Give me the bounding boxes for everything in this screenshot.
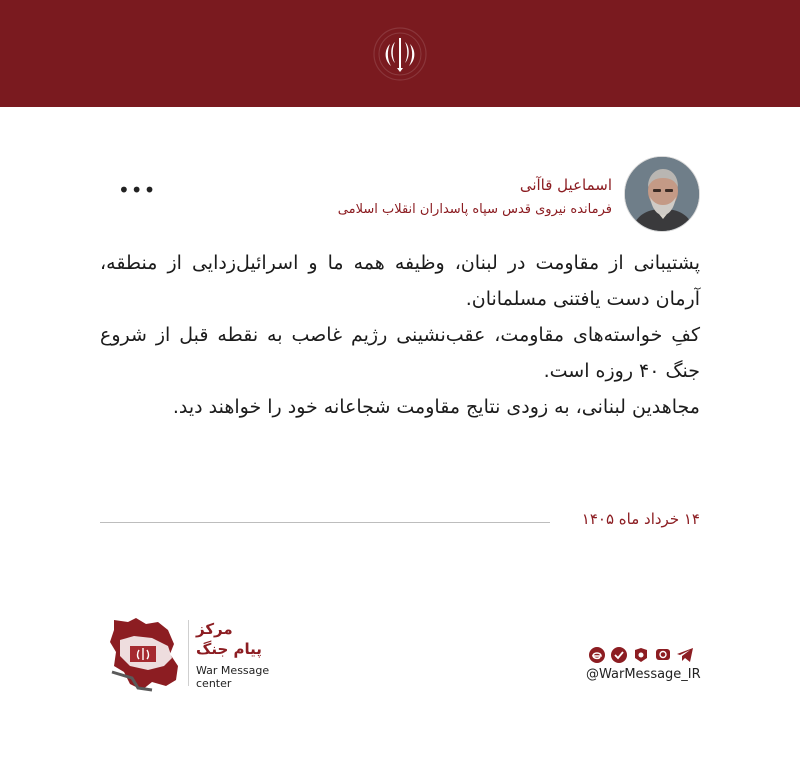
eitaa-icon[interactable] <box>588 646 606 664</box>
logo-subtitle-en: center <box>196 677 232 690</box>
telegram-icon[interactable] <box>676 646 694 664</box>
iran-emblem-icon <box>372 26 428 82</box>
logo-divider <box>188 620 189 686</box>
portrait-image <box>625 157 700 232</box>
divider <box>100 522 550 523</box>
author-name[interactable]: اسماعیل قاآنی <box>519 176 612 194</box>
post-paragraph: کفِ خواسته‌های مقاومت، عقب‌نشینی رژیم غاصب به نقطه قبل از شروع جنگ ۴۰ روزه است. <box>100 324 700 382</box>
social-handle[interactable]: @WarMessage_IR <box>586 667 701 682</box>
post-date: ۱۴ خرداد ماه ۱۴۰۵ <box>581 510 700 528</box>
post-paragraph: پشتیبانی از مقاومت در لبنان، وظیفه همه ما و اسرائیل‌زدایی از منطقه، آرمان دست یافتنی مسلمانان. <box>100 252 700 310</box>
post-card <box>100 150 700 540</box>
header-band <box>0 0 800 107</box>
author-avatar[interactable] <box>624 156 700 232</box>
more-options-icon[interactable]: ••• <box>118 178 157 202</box>
iran-map-logo-icon <box>104 612 184 696</box>
bale-icon[interactable] <box>654 646 672 664</box>
logo-title-fa: مرکز <box>196 620 233 638</box>
author-role: فرمانده نیروی قدس سپاه پاسداران انقلاب اسلامی <box>337 202 612 217</box>
logo-subtitle-fa: پیام جنگ <box>196 640 262 658</box>
post-body <box>100 245 700 425</box>
social-icons <box>588 644 694 666</box>
post-paragraph: مجاهدین لبنانی، به زودی نتایج مقاومت شجاعانه خود را خواهند دید. <box>172 396 700 418</box>
post-date-row <box>100 510 700 534</box>
soroush-icon[interactable] <box>610 646 628 664</box>
rubika-icon[interactable] <box>632 646 650 664</box>
logo-title-en: War Message <box>196 664 270 677</box>
